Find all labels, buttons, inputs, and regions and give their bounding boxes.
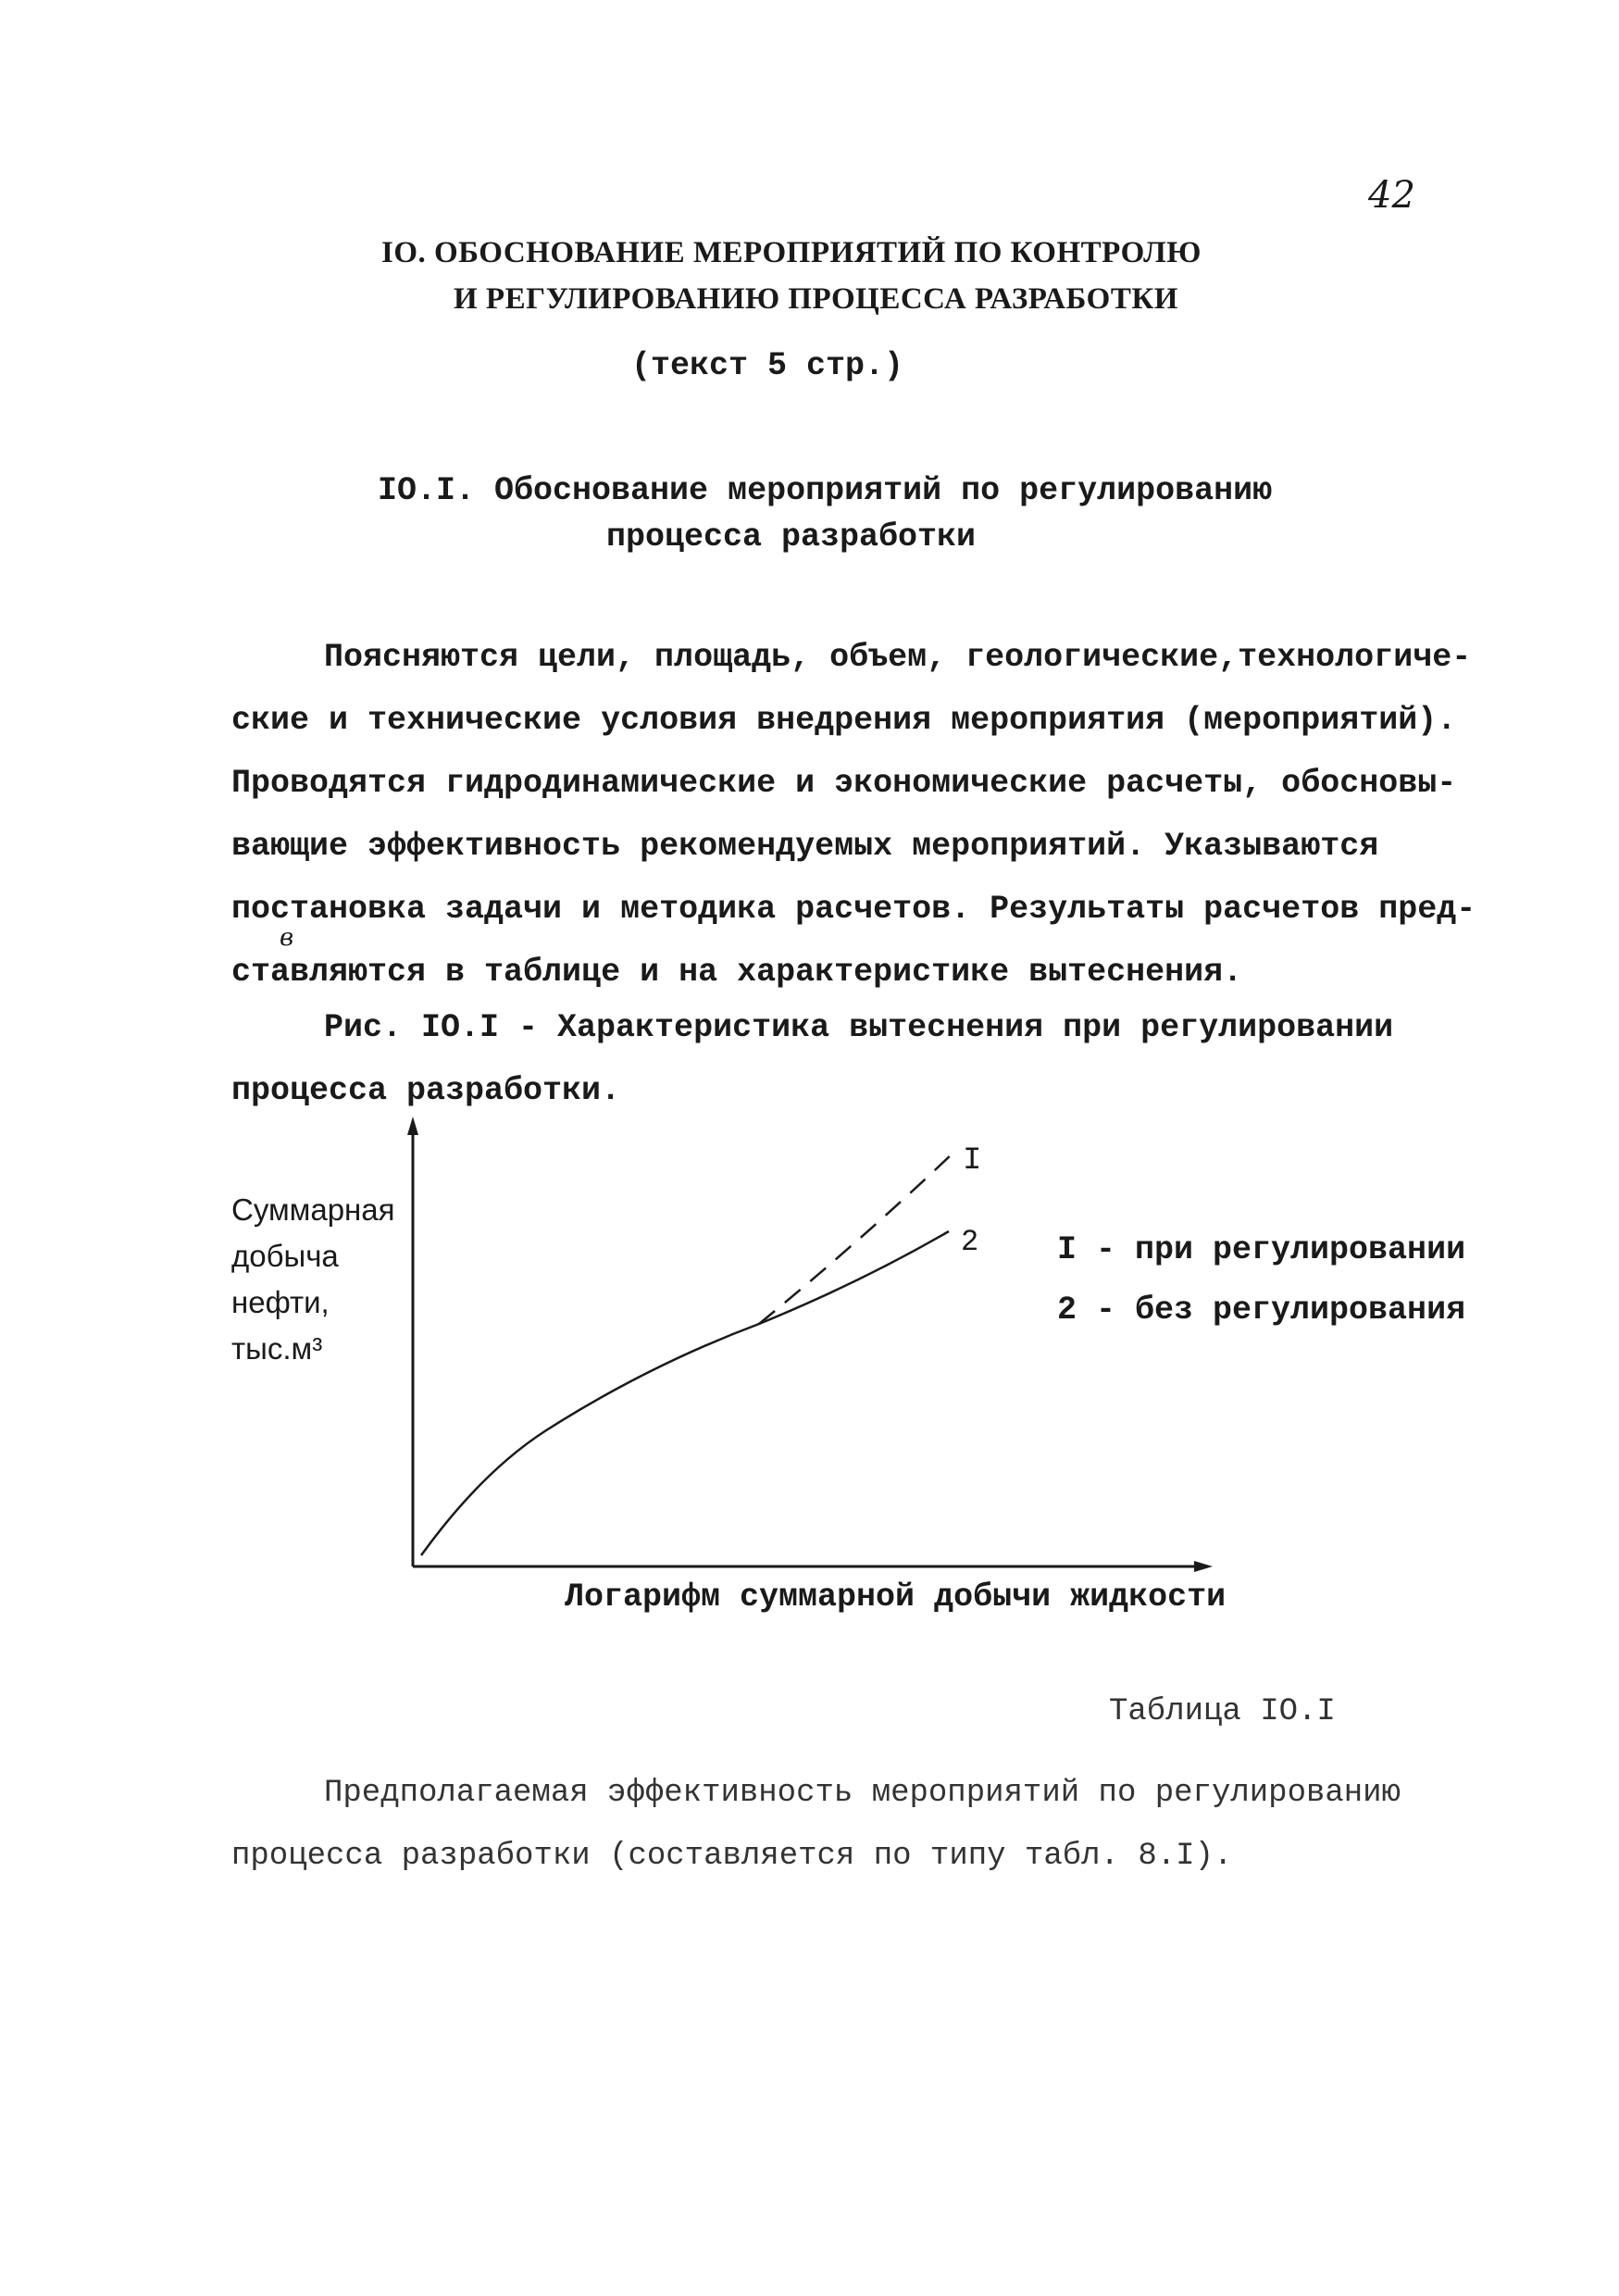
paragraph-line-3: Проводятся гидродинамические и экономические расчеты, обосновы- — [231, 765, 1457, 802]
paragraph-line-5: постановка задачи и методика расчетов. Результаты расчетов пред- — [231, 891, 1476, 928]
chart-ylabel-line-4: тыс.м³ — [231, 1331, 323, 1366]
figure-caption-line-1: Рис. IO.I - Характеристика вытеснения при регулировании — [324, 1009, 1394, 1046]
chart-series-2-label: 2 — [961, 1225, 979, 1259]
paragraph-line-2: ские и технические условия внедрения мероприятия (мероприятий). — [231, 702, 1457, 739]
section-heading-line-2: И РЕГУЛИРОВАНИЮ ПРОЦЕССА РАЗРАБОТКИ — [454, 282, 1178, 316]
figure-caption-line-2: процесса разработки. — [231, 1072, 621, 1109]
chart-series-2-line — [421, 1231, 949, 1555]
chart-legend-item-1: I - при регулировании — [1057, 1231, 1466, 1268]
chart-ylabel-line-2: добыча — [231, 1239, 339, 1273]
chart-y-axis-arrow — [407, 1117, 418, 1135]
paragraph-line-6: ставляются в таблице и на характеристике вытеснения. — [231, 954, 1243, 991]
chart-series-1-label: I — [963, 1143, 982, 1179]
subsection-heading-line-1: IO.I. Обоснование мероприятий по регулированию — [378, 472, 1273, 509]
paragraph-line-1: Поясняются цели, площадь, объем, геологические,технологиче- — [324, 639, 1472, 676]
chart-xlabel: Логарифм суммарной добычи жидкости — [565, 1578, 1227, 1616]
chart-legend-item-2: 2 - без регулирования — [1057, 1292, 1466, 1329]
chart-ylabel-line-1: Суммарная — [231, 1192, 395, 1227]
paragraph-line-4: вающие эффективность рекомендуемых мероприятий. Указываются — [231, 828, 1379, 865]
table-caption-line-2: процесса разработки (составляется по типу табл. 8.I). — [231, 1839, 1233, 1874]
section-note: (текст 5 стр.) — [631, 347, 904, 384]
chart-ylabel-line-3: нефти, — [231, 1285, 330, 1319]
table-label: Таблица IO.I — [1109, 1694, 1336, 1729]
page-number: 42 — [1368, 174, 1415, 217]
chart-x-axis-arrow — [1194, 1561, 1213, 1572]
table-caption-line-1: Предполагаемая эффективность мероприятий по регулированию — [324, 1776, 1401, 1811]
subsection-heading-line-2: процесса разработки — [606, 518, 977, 555]
section-heading-line-1: IO. ОБОСНОВАНИЕ МЕРОПРИЯТИЙ ПО КОНТРОЛЮ — [381, 236, 1202, 269]
handwritten-correction-mark: в — [280, 924, 294, 952]
chart-series-1-line — [759, 1153, 953, 1324]
